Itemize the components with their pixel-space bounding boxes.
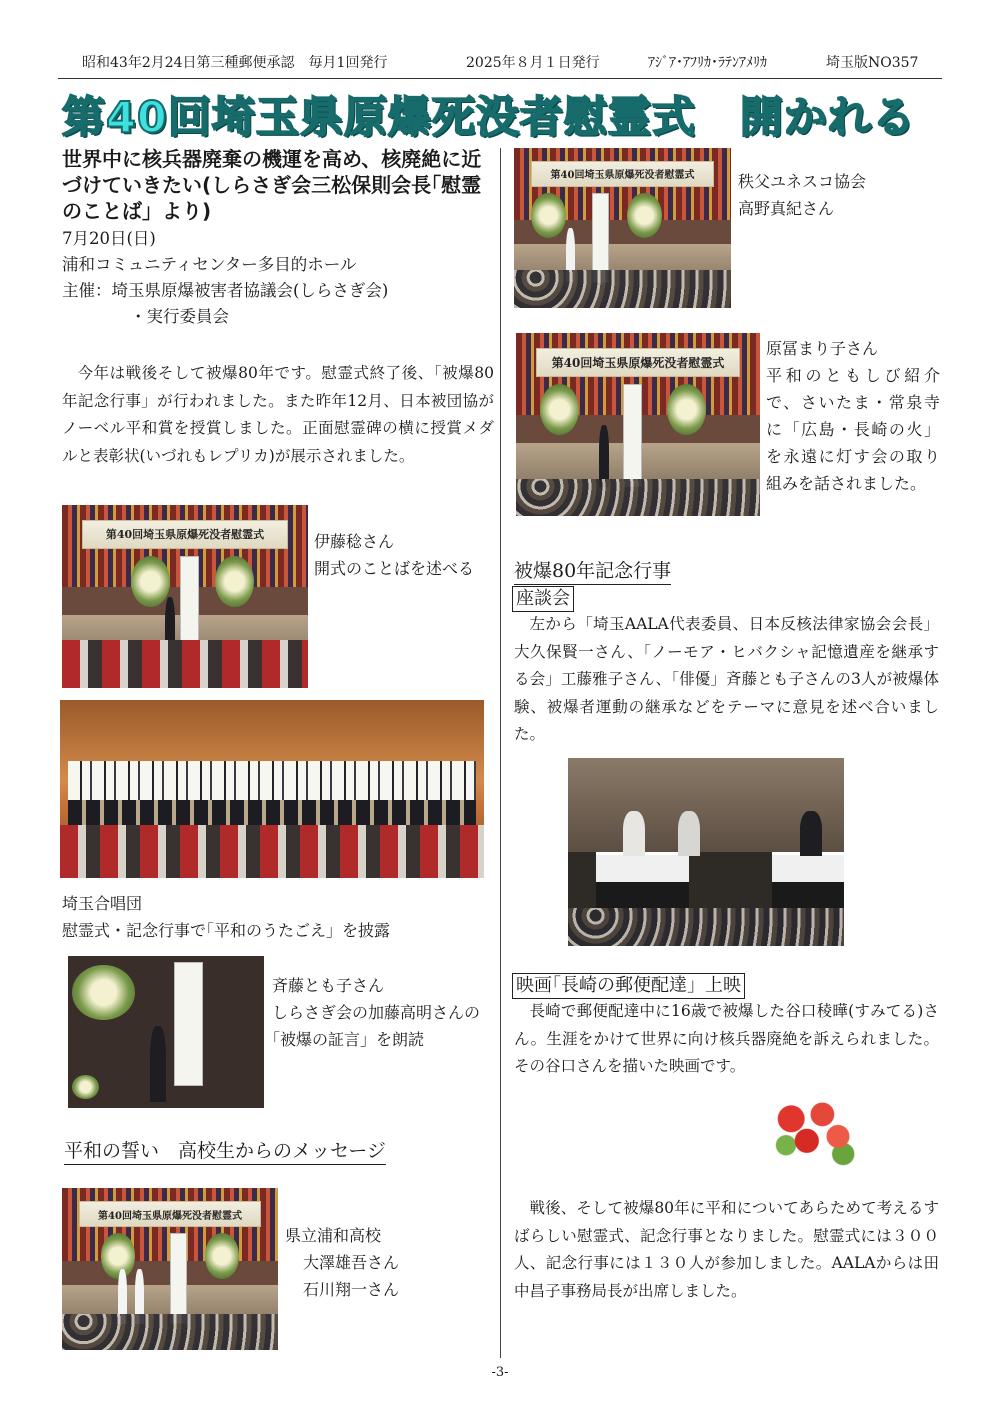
caption-choir-name: 埼玉合唱団 (62, 894, 143, 913)
zadankai-body: 左から「埼玉AALA代表委員、日本反核法律家協会会長」大久保賢一さん、「ノーモア・ヒバクシャ記憶遺産を継承する会」工藤雅子さん、「俳優」斉藤とも子さんの3人が被爆体験、被爆者運動の継承などをテーマに意見を述べ合いました。 (514, 615, 939, 743)
caption-saito-desc: しらさぎ会の加藤高明さんの｢被爆の証言」を朗読 (272, 1003, 481, 1049)
caption-choir-desc: 慰霊式・記念行事で｢平和のうたごえ」を披露 (62, 921, 391, 940)
photo-banner: 第40回埼玉県原爆死没者慰霊式 (531, 161, 713, 187)
section-commemorative-event-title: 被爆80年記念行事 (514, 558, 671, 585)
photo-saito-reading (68, 956, 264, 1108)
photo-high-school-students (62, 1188, 278, 1350)
main-headline: 第40回埼玉県原爆死没者慰霊式 開かれる (62, 93, 916, 143)
sub-headline: 世界中に核兵器廃棄の機運を高め、核廃絶に近づけていきたい(しらさぎ会三松保則会長｢慰霊のことば」より) (62, 147, 482, 223)
caption-haratomi-desc: 平和のともしび紹介で、さいたま・常泉寺に「広島・長崎の火」を永遠に灯す会の取り組みを話されました。 (766, 366, 940, 493)
closing-body: 戦後、そして被爆80年に平和についてあらためて考えるすばらしい慰霊式、記念行事となりました。慰霊式には３００人、記念行事には１３０人が参加しました。AALAからは田中昌子事務局長が出席しました。 (514, 1199, 939, 1300)
column-divider (500, 148, 501, 1358)
photo-takano-speech (514, 148, 731, 308)
photo-panel-discussion (568, 758, 844, 946)
section-peace-pledge-title: 平和の誓い 高校生からのメッセージ (64, 1138, 386, 1165)
photo-choir (60, 700, 484, 878)
movie-body: 長崎で郵便配達中に16歳で被爆した谷口稜曄(すみてる)さん。生涯をかけて世界に向け核兵器廃絶を訴えられました。その谷口さんを描いた映画です。 (514, 1002, 939, 1075)
caption-haratomi-name: 原冨まり子さん (766, 339, 879, 358)
event-date: 7月20日(日) (62, 229, 156, 248)
photo-haratomi-speech (516, 333, 760, 516)
caption-ito-name: 伊藤稔さん (314, 532, 395, 551)
photo-banner: 第40回埼玉県原爆死没者慰霊式 (82, 520, 289, 549)
edition-number: 埼玉版NO357 (826, 55, 919, 71)
photo-opening-speech (62, 505, 308, 688)
section-movie-title: 映画｢長崎の郵便配達」上映 (512, 973, 745, 999)
issue-date: 2025年８月１日発行 (466, 55, 600, 71)
page-number: -3- (491, 1365, 509, 1380)
caption-saito-name: 斉藤とも子さん (272, 976, 385, 995)
section-zadankai-title: 座談会 (512, 586, 574, 612)
intro-body: 今年は戦後そして被爆80年です。慰霊式終了後、「被爆80年記念行事」が行われました。また昨年12月、日本被団協がノーベル平和賞を授賞しました。正面慰霊碑の横に授賞メダルと表彰状(いづれもレプリカ)が展示されました。 (62, 364, 494, 465)
caption-takano-org: 秩父ユネスコ協会 (738, 172, 867, 191)
postal-permit: 昭和43年2月24日第三種郵便承認 毎月1回発行 (82, 55, 388, 71)
organizer-secondary: ・実行委員会 (130, 307, 229, 326)
caption-ito-desc: 開式のことばを述べる (314, 559, 475, 578)
caption-takano-name: 高野真紀さん (738, 199, 835, 218)
organization-name: ｱｼﾞｱ･ｱﾌﾘｶ･ﾗﾃﾝｱﾒﾘｶ (648, 55, 767, 71)
caption-school-name: 県立浦和高校 (285, 1226, 382, 1245)
photo-banner: 第40回埼玉県原爆死没者慰霊式 (536, 348, 741, 377)
rose-bouquet-illustration (760, 1088, 864, 1176)
caption-student-1: 大澤雄吾さん (303, 1253, 400, 1272)
organizer: 主催：埼玉県原爆被害者協議会(しらさぎ会) (62, 281, 389, 300)
caption-student-2: 石川翔一さん (303, 1280, 400, 1299)
photo-banner: 第40回埼玉県原爆死没者慰霊式 (79, 1201, 260, 1227)
header-rule (58, 78, 942, 79)
event-venue: 浦和コミュニティセンター多目的ホール (62, 255, 357, 274)
